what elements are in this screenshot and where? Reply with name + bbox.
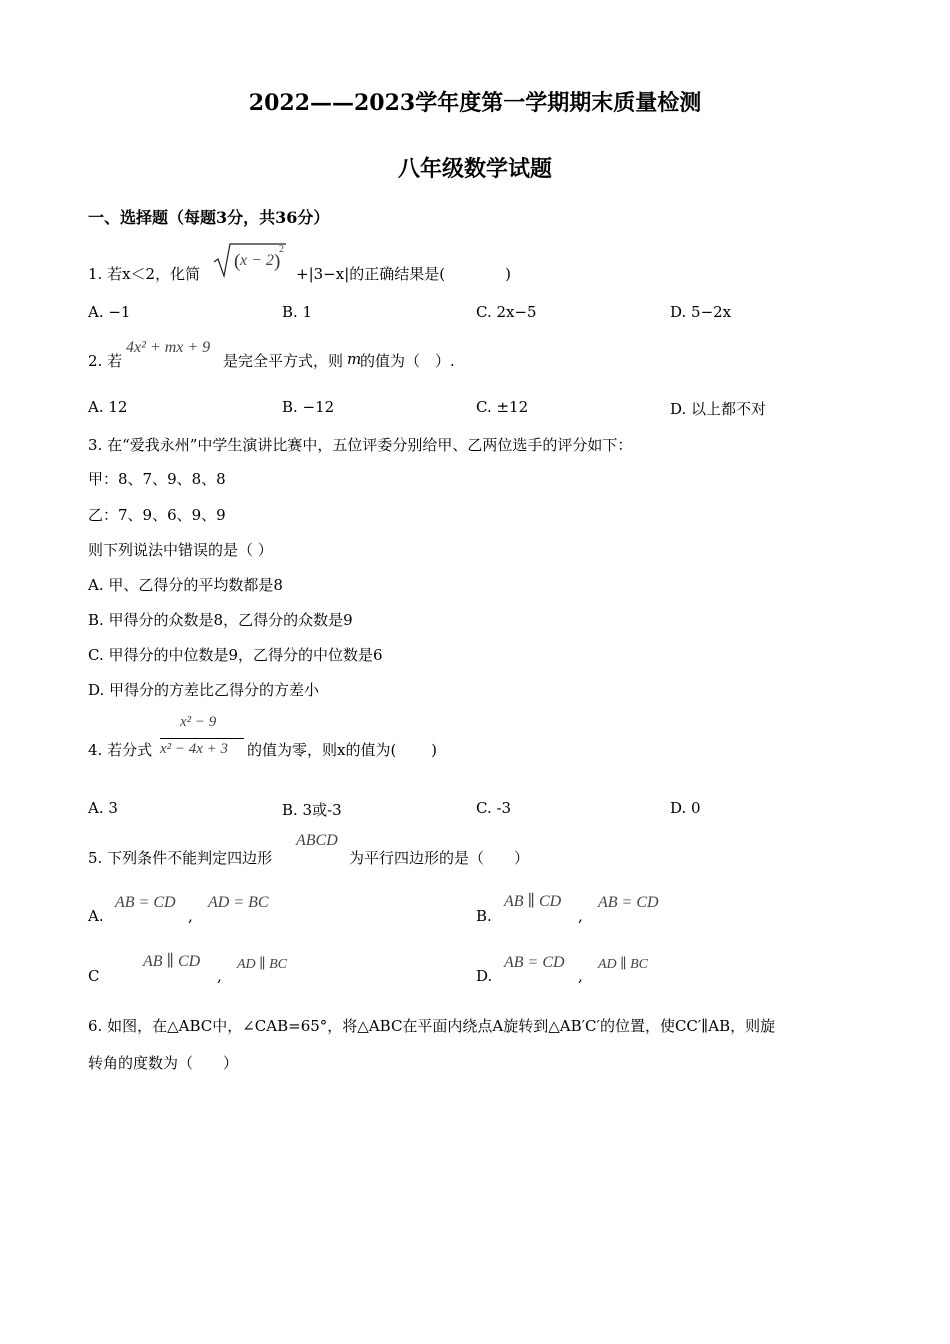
q1-option-c[interactable]: C. 2x−5 [476,303,537,321]
q5-option-c-cond2: AD ∥ BC [237,957,288,972]
q5-option-a-cond1: AB = CD [115,894,176,911]
q4-fraction [160,714,244,764]
q2-var: m [347,350,362,368]
q1-option-d[interactable]: D. 5−2x [670,303,732,321]
q4-option-d[interactable]: D. 0 [670,799,701,817]
q4-prefix: 4. 若分式 [88,741,153,759]
q2-suffix: 是完全平方式，则 [223,352,344,370]
q3-option-d[interactable]: D. 甲得分的方差比乙得分的方差小 [88,681,320,699]
q4-numerator: x² − 9 [180,714,217,730]
q3-yi-scores: 乙：7、9、6、9、9 [88,506,226,524]
q5-option-b-cond1: AB ∥ CD [504,893,562,910]
q1-exponent: 2 [279,244,284,255]
comma: , [217,967,222,985]
q2-option-a[interactable]: A. 12 [88,398,128,416]
q1-option-b[interactable]: B. 1 [282,303,313,321]
comma: , [578,907,583,925]
q5-option-d-cond2: AD ∥ BC [598,957,649,972]
q5-prefix: 5. 下列条件不能判定四边形 [88,849,273,867]
q5-option-a-cond2: AD = BC [208,894,269,911]
comma: , [578,967,583,985]
q3-option-a[interactable]: A. 甲、乙得分的平均数都是8 [88,576,283,594]
q5-option-d-label: D. [476,967,493,985]
q2-option-b[interactable]: B. −12 [282,398,335,416]
q2-expression: 4x² + mx + 9 [126,339,211,356]
q2-option-c[interactable]: C. ±12 [476,398,529,416]
svg-text:): ) [274,251,281,272]
section-heading: 一、选择题（每题3分，共36分） [88,208,330,227]
q4-denominator: x² − 4x + 3 [160,741,229,757]
comma: , [188,907,193,925]
q2-prefix: 2. 若 [88,352,123,370]
page-title: 2022——2023学年度第一学期期末质量检测 [248,90,702,116]
q5-option-c-label: C [88,967,100,985]
fraction-bar [160,738,244,739]
q2-suffix2: 的值为（ ）. [360,352,455,370]
q1-prefix: 1. 若x＜2，化简 [88,265,201,283]
q5-option-d-cond1: AB = CD [504,954,565,971]
q5-shape: ABCD [296,832,338,849]
q6-line1: 6. 如图，在△ABC中，∠CAB=65°，将△ABC在平面内绕点A旋转到△AB′C′的位置，使CC′∥AB，则旋 [88,1017,776,1035]
q1-radicand: x − 2 [240,252,274,269]
q4-suffix: 的值为零，则x的值为( ) [247,741,437,759]
page-subtitle: 八年级数学试题 [397,156,552,182]
q3-jia-scores: 甲：8、7、9、8、8 [88,470,226,488]
q5-option-c-cond1: AB ∥ CD [143,953,201,970]
q5-option-b-cond2: AB = CD [598,894,659,911]
q5-suffix: 为平行四边形的是（ ） [349,849,530,867]
q6-line2: 转角的度数为（ ） [88,1054,239,1072]
svg-text:(: ( [234,251,241,272]
q3-option-b[interactable]: B. 甲得分的众数是8，乙得分的众数是9 [88,611,353,629]
q2-option-d[interactable]: D. 以上都不对 [670,400,767,418]
q4-option-a[interactable]: A. 3 [88,799,118,817]
q3-stem: 3. 在“爱我永州”中学生演讲比赛中，五位评委分别给甲、乙两位选手的评分如下： [88,436,633,454]
q3-question: 则下列说法中错误的是（ ） [88,541,273,559]
q1-suffix: +|3−x|的正确结果是( ) [296,265,511,283]
q5-option-a-label: A. [88,907,104,925]
q4-option-c[interactable]: C. -3 [476,799,512,817]
q5-option-b-label: B. [476,907,492,925]
q1-option-a[interactable]: A. −1 [88,303,131,321]
q3-option-c[interactable]: C. 甲得分的中位数是9，乙得分的中位数是6 [88,646,383,664]
q4-option-b[interactable]: B. 3或-3 [282,801,342,819]
